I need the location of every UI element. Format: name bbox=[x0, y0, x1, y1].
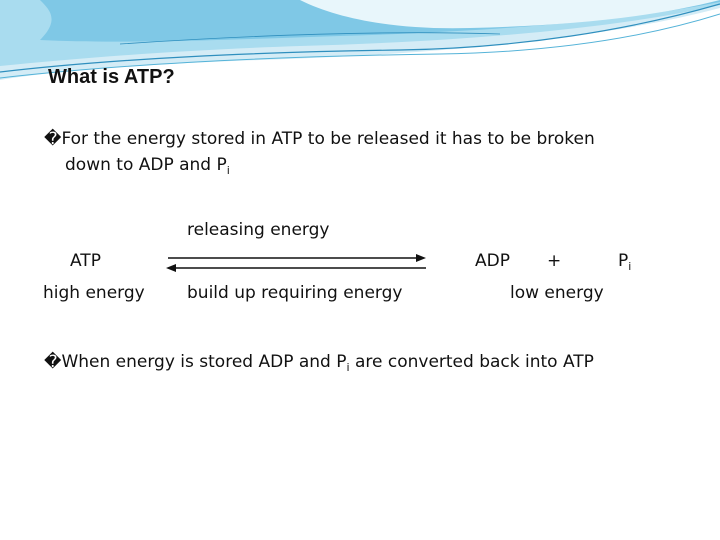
bullet-marker: � bbox=[44, 129, 62, 149]
reaction-arrows bbox=[160, 250, 435, 280]
forward-arrowhead bbox=[416, 254, 426, 262]
adp-label: ADP bbox=[475, 251, 510, 271]
low-energy-label: low energy bbox=[510, 283, 604, 303]
bullet-2: �When energy is stored ADP and $P_i$ are converted back into ATP bbox=[44, 352, 594, 374]
subscript-i: i bbox=[346, 361, 350, 374]
high-energy-label: high energy bbox=[43, 283, 145, 303]
bullet-marker: � bbox=[44, 352, 62, 372]
subscript-i: i bbox=[226, 164, 230, 177]
reverse-label: build up requiring energy bbox=[187, 283, 403, 303]
page-title: What is ATP? bbox=[48, 66, 175, 88]
bullet-1-line-1: For the energy stored in ATP to be released it has to be broken bbox=[61, 129, 595, 149]
wave-header-decoration bbox=[0, 0, 720, 110]
bullet-1-line-2: down to ADP and $P_i$ bbox=[65, 155, 230, 177]
bullet-1 bbox=[44, 131, 595, 148]
plus-sign: + bbox=[547, 251, 562, 271]
forward-label: releasing energy bbox=[187, 220, 330, 240]
subscript-i: i bbox=[628, 260, 632, 273]
phosphate-label: $P_i$ bbox=[618, 251, 632, 273]
atp-label: ATP bbox=[70, 251, 101, 271]
reverse-arrowhead bbox=[166, 264, 176, 272]
